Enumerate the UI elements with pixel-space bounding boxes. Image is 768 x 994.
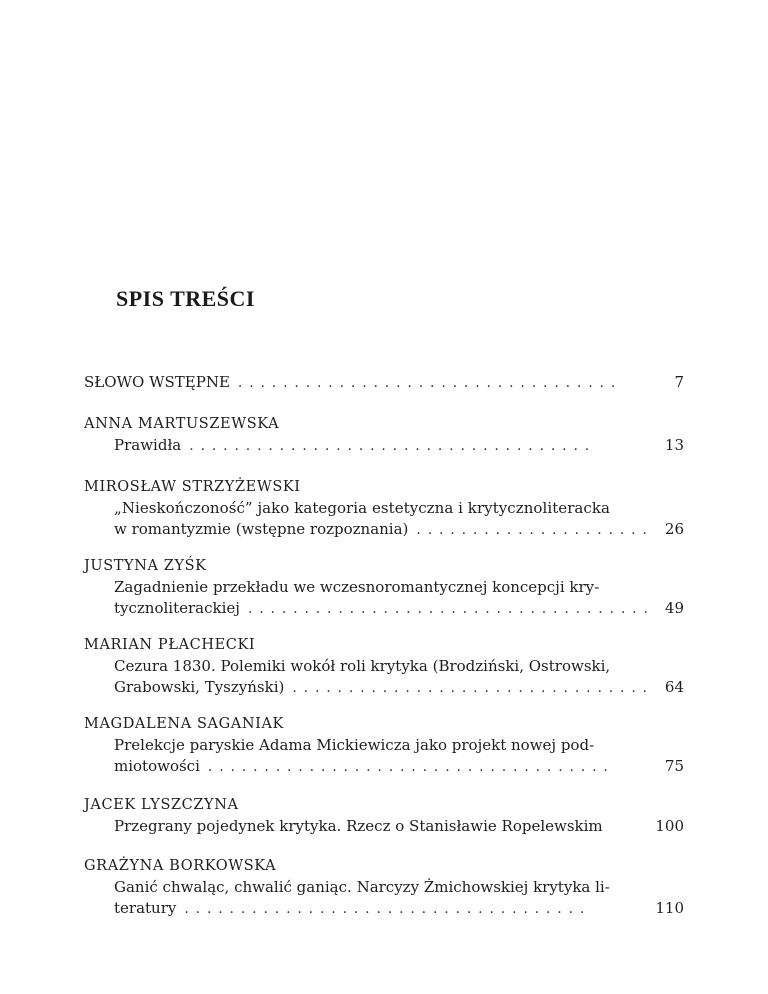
toc-author: JACEK LYSZCZYNA: [84, 797, 239, 813]
toc-author: MARIAN PŁACHECKI: [84, 637, 256, 653]
toc-author: ANNA MARTUSZEWSKA: [84, 416, 280, 432]
toc-title-line: [84, 577, 684, 598]
toc-title-line: [84, 435, 660, 457]
dot-leader: [416, 520, 652, 541]
dot-leader: [238, 373, 622, 394]
toc-title-line: [84, 898, 660, 920]
toc-title: SŁOWO WSTĘPNE: [84, 373, 230, 391]
toc-entry[interactable]: [84, 714, 684, 778]
toc-title: tycznoliterackiej: [114, 599, 240, 617]
toc-title-line: [84, 598, 660, 620]
page-number: 7: [674, 373, 684, 391]
page-title: SPIS TREŚCI: [116, 286, 255, 311]
toc-title-line: [84, 372, 630, 394]
toc-title: Przegrany pojedynek krytyka. Rzecz o Stanisławie Ropelewskim: [114, 817, 603, 835]
toc-entry[interactable]: [84, 856, 684, 920]
toc-title-line: [84, 677, 660, 699]
toc-title: Prawidła: [114, 436, 182, 454]
toc-author: GRAŻYNA BORKOWSKA: [84, 858, 277, 874]
toc-author: MAGDALENA SAGANIAK: [84, 716, 284, 732]
toc-title: w romantyzmie (wstępne rozpoznania): [114, 520, 409, 538]
toc-title-line: [84, 877, 684, 898]
toc-author: JUSTYNA ZYŚK: [84, 558, 207, 574]
toc-title: „Nieskończoność” jako kategoria estetyczna i krytycznoliteracka: [114, 499, 610, 517]
page-number: 26: [664, 520, 684, 538]
toc-title: Prelekcje paryskie Adama Mickiewicza jako projekt nowej pod-: [114, 736, 595, 754]
toc-entry[interactable]: [84, 556, 684, 620]
toc-title: Grabowski, Tyszyński): [114, 678, 285, 696]
page-number: 75: [664, 757, 684, 775]
toc-entry[interactable]: [84, 795, 684, 837]
page-number: 110: [655, 899, 684, 917]
dot-leader: [189, 436, 589, 457]
toc-title: miotowości: [114, 757, 200, 775]
dot-leader: [248, 599, 648, 620]
dot-leader: [208, 757, 608, 778]
dot-leader: [184, 899, 584, 920]
toc-title: teratury: [114, 899, 177, 917]
toc-title: Cezura 1830. Polemiki wokół roli krytyka (Brodziński, Ostrowski,: [114, 657, 611, 675]
toc-entry[interactable]: [84, 477, 684, 541]
toc-title-line: [84, 756, 660, 778]
toc-title-line: [84, 498, 684, 519]
toc-title-line: [84, 519, 660, 541]
toc-title-line: [84, 656, 684, 677]
toc-author: MIROSŁAW STRZYŻEWSKI: [84, 479, 301, 495]
toc-title-line: [84, 735, 684, 756]
toc-entry[interactable]: [84, 372, 684, 394]
toc-title: Ganić chwaląc, chwalić ganiąc. Narcyzy Żmichowskiej krytyka li-: [114, 878, 610, 896]
dot-leader: [292, 678, 652, 699]
toc-title-line: [84, 816, 684, 837]
toc-entry[interactable]: [84, 414, 684, 457]
page-number: 64: [664, 678, 684, 696]
page-number: 13: [664, 436, 684, 454]
page-number: 100: [655, 817, 684, 835]
toc-entry[interactable]: [84, 635, 684, 699]
toc-title: Zagadnienie przekładu we wczesnoromantycznej koncepcji kry-: [114, 578, 600, 596]
page-number: 49: [664, 599, 684, 617]
